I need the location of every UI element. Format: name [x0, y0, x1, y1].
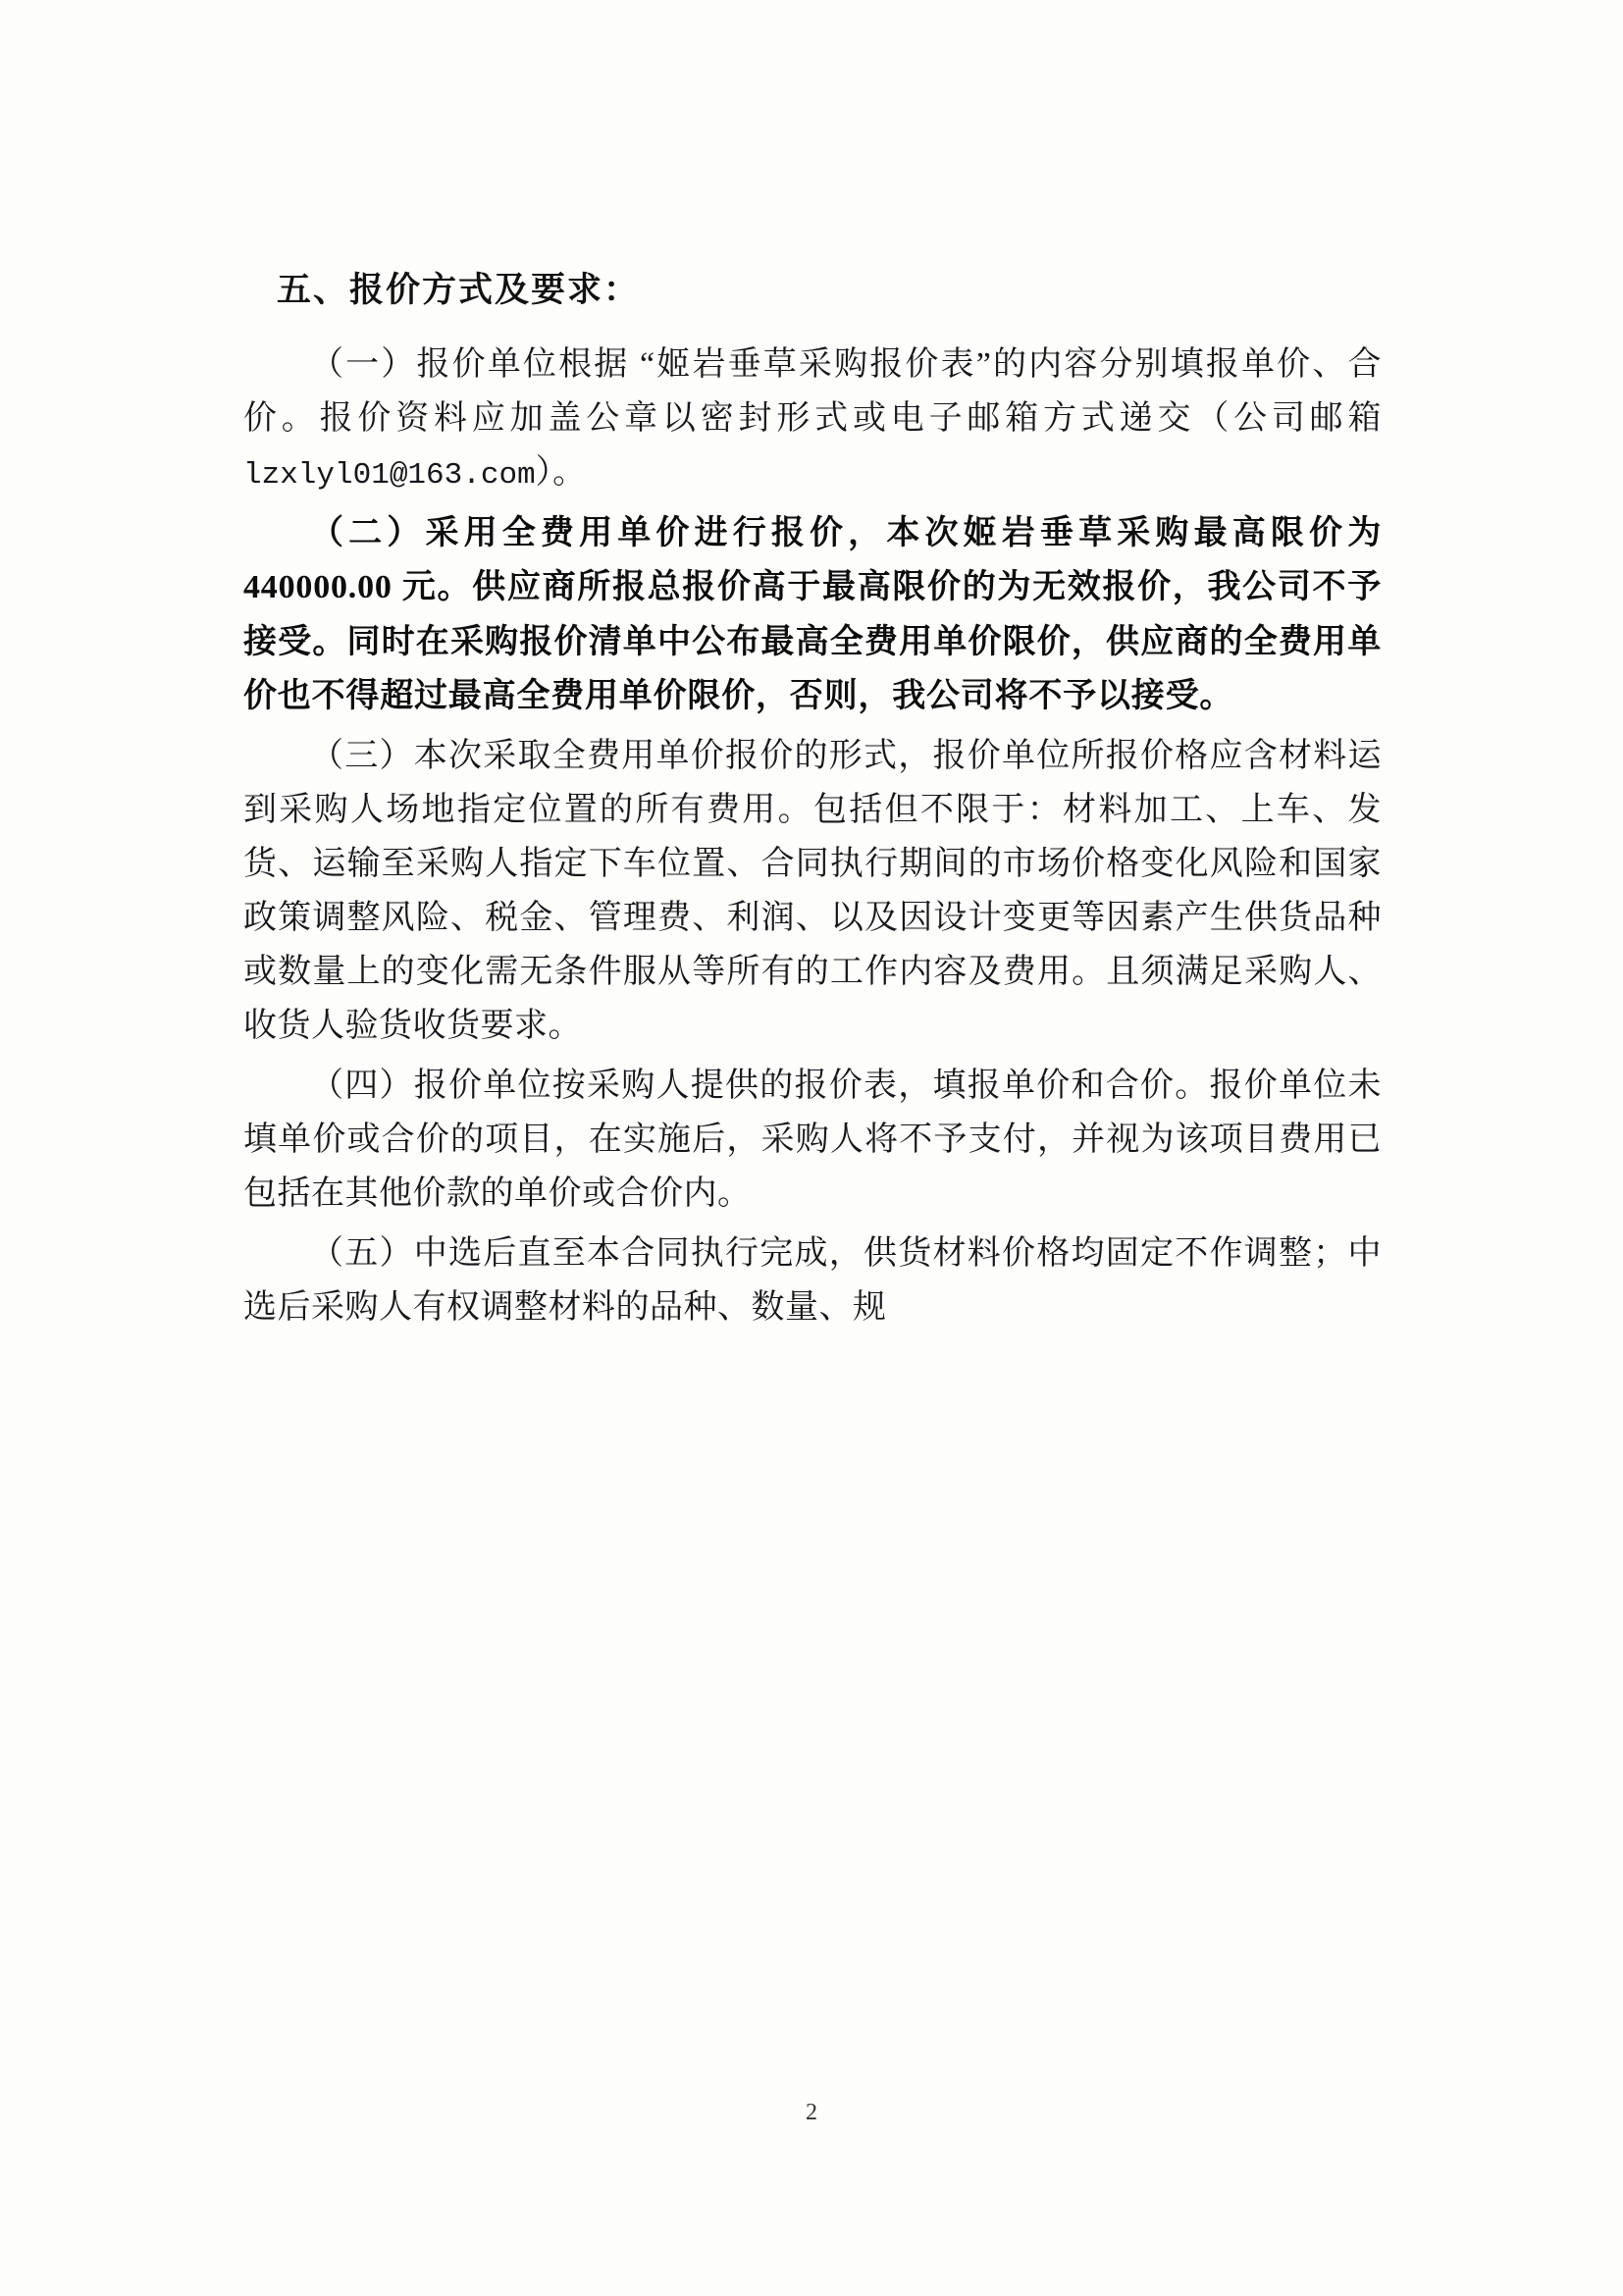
paragraph-item-3 — [243, 729, 1382, 1053]
text-run: 元。供应商所报总报价高于最高限价的为无效报价，我公司不予接受。同时在采购报价清单中公布最高全费用单价限价，供应商的全费用单价也不得超过最高全费用单价限价，否则，我公司将不予以接受。 — [243, 569, 1382, 714]
email-address: lzxlyl01@163.com — [243, 458, 536, 494]
paragraph-list — [243, 338, 1382, 1335]
paragraph-item-4 — [243, 1059, 1382, 1221]
paragraph-item-1 — [243, 338, 1382, 500]
page-number: 2 — [806, 2100, 817, 2125]
text-run: （五）中选后直至本合同执行完成，供货材料价格均固定不作调整；中选后采购人有权调整材料的品种、数量、规 — [243, 1235, 1382, 1327]
document-body — [243, 263, 1382, 1341]
max-price-amount: 440000.00 — [243, 569, 393, 606]
paragraph-item-5 — [243, 1226, 1382, 1334]
section-heading: 五、报价方式及要求： — [277, 271, 641, 309]
text-run: （一）报价单位根据 “姬岩垂草采购报价表”的内容分别填报单价、合价。报价资料应加盖公章以密封形式或电子邮箱方式递交（公司邮箱 — [243, 346, 1382, 438]
text-run: ）。 — [535, 454, 587, 492]
text-run: （二）采用全费用单价进行报价，本次姬岩垂草采购最高限价为 — [310, 515, 1382, 552]
text-run: （四）报价单位按采购人提供的报价表，填报单价和合价。报价单位未填单价或合价的项目，在实施后，采购人将不予支付，并视为该项目费用已包括在其他价款的单价或合价内。 — [243, 1068, 1382, 1213]
text-run: （三）本次采取全费用单价报价的形式，报价单位所报价格应含材料运到采购人场地指定位置的所有费用。包括但不限于：材料加工、上车、发货、运输至采购人指定下车位置、合同执行期间的市场价格变化风险和国家政策调整风险、税金、管理费、利润、以及因设计变更等因素产生供货品种或数量上的变化需无条件服从等所有的工作内容及费用。且须满足采购人、收货人验货收货要求。 — [243, 737, 1382, 1045]
paragraph-item-2 — [243, 506, 1382, 722]
